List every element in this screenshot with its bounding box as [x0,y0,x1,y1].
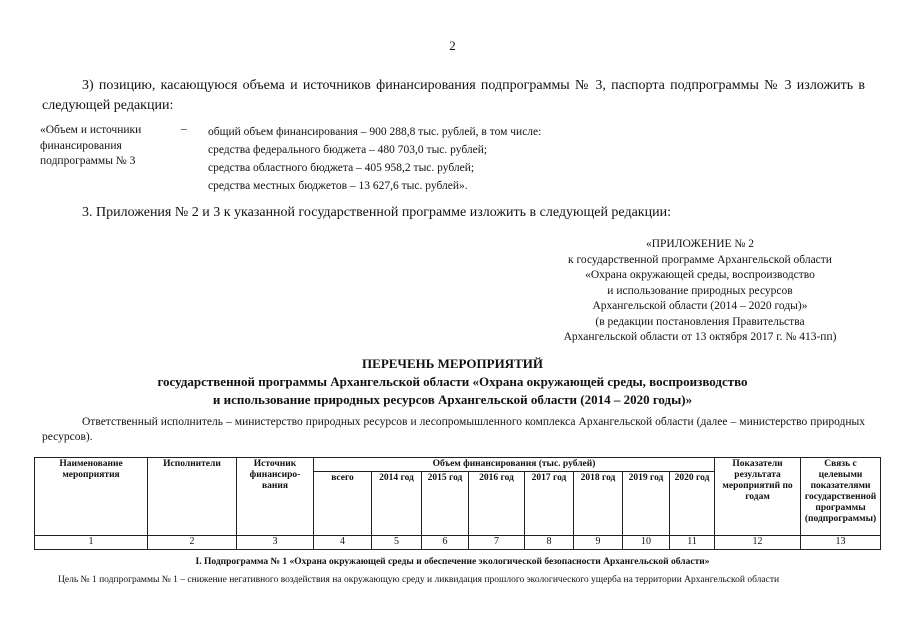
column-number: 9 [574,536,623,550]
header-link-targets: Связь с целевыми показателями государственной программы (подпрограммы) [801,458,881,536]
header-activity-name: Наименование мероприятия [35,458,148,536]
header-year: 2020 год [670,472,715,536]
financing-label-line: финансирования [40,139,122,152]
column-number: 7 [469,536,525,550]
responsible-executor: Ответственный исполнитель – министерство природных ресурсов и лесопромышленного комплекса Архангельской области (далее – министерство природных ресурсов). [42,416,865,443]
header-funding-source: Источник финансиро-вания [237,458,314,536]
page-number: 2 [449,38,456,53]
header-year: 2015 год [422,472,469,536]
header-year: 2018 год [574,472,623,536]
financing-total: общий объем финансирования – 900 288,8 тыс. рублей, в том числе: [208,126,542,138]
column-number: 8 [525,536,574,550]
financing-details [208,123,541,195]
header-indicators: Показатели результата мероприятий по годам [715,458,801,536]
title-line: ПЕРЕЧЕНЬ МЕРОПРИЯТИЙ [362,356,543,371]
column-number: 6 [422,536,469,550]
title-line: государственной программы Архангельской области «Охрана окружающей среды, воспроизводство [157,374,748,389]
document-title [0,355,905,409]
column-number: 10 [623,536,670,550]
appendix-line: (в редакции постановления Правительства [595,315,805,328]
column-number: 4 [314,536,372,550]
header-executors: Исполнители [148,458,237,536]
appendix-line: «Охрана окружающей среды, воспроизводство [585,269,815,281]
column-number: 11 [670,536,715,550]
header-year: 2016 год [469,472,525,536]
header-year: 2014 год [372,472,422,536]
header-funding-volume: Объем финансирования (тыс. рублей) [314,458,715,472]
column-number: 12 [715,536,801,550]
header-total: всего [314,472,372,536]
financing-regional: средства областного бюджета – 405 958,2 тыс. рублей; [208,162,475,174]
appendix-line: к государственной программе Архангельской области [568,253,832,266]
paragraph-appendix: 3. Приложения № 2 и 3 к указанной государственной программе изложить в следующей редакции: [82,205,671,220]
financing-label [40,123,180,170]
appendix-header [540,237,860,346]
column-number: 3 [237,536,314,550]
column-number: 5 [372,536,422,550]
financing-dash: – [181,123,187,135]
activities-table [34,457,881,550]
header-year: 2017 год [525,472,574,536]
appendix-line: Архангельской области (2014 – 2020 годы)» [592,300,808,312]
appendix-line: «ПРИЛОЖЕНИЕ № 2 [645,238,754,250]
column-number: 13 [801,536,881,550]
header-year: 2019 год [623,472,670,536]
financing-local: средства местных бюджетов – 13 627,6 тыс. рублей». [208,180,468,192]
title-line: и использование природных ресурсов Архангельской области (2014 – 2020 годы)» [212,392,693,407]
financing-federal: средства федерального бюджета – 480 703,0 тыс. рублей; [208,144,488,156]
section-heading: I. Подпрограмма № 1 «Охрана окружающей среды и обеспечение экологической безопасности Архангельской области» [195,557,710,567]
financing-label-line: «Объем и источники [40,124,142,136]
paragraph-3: 3) позицию, касающуюся объема и источников финансирования подпрограммы № 3, паспорта подпрограммы № 3 изложить в следующей редакции: [42,78,865,113]
goal-text: Цель № 1 подпрограммы № 1 – снижение негативного воздействия на окружающую среду и ликвидация прошлого экологического ущерба на территории Архангельской области [58,575,780,585]
column-number-row [35,536,881,550]
column-number: 1 [35,536,148,550]
appendix-line: Архангельской области от 13 октября 2017 г. № 413-пп) [563,331,837,343]
appendix-line: и использование природных ресурсов [607,284,793,297]
column-number: 2 [148,536,237,550]
financing-label-line: подпрограммы № 3 [40,155,136,167]
